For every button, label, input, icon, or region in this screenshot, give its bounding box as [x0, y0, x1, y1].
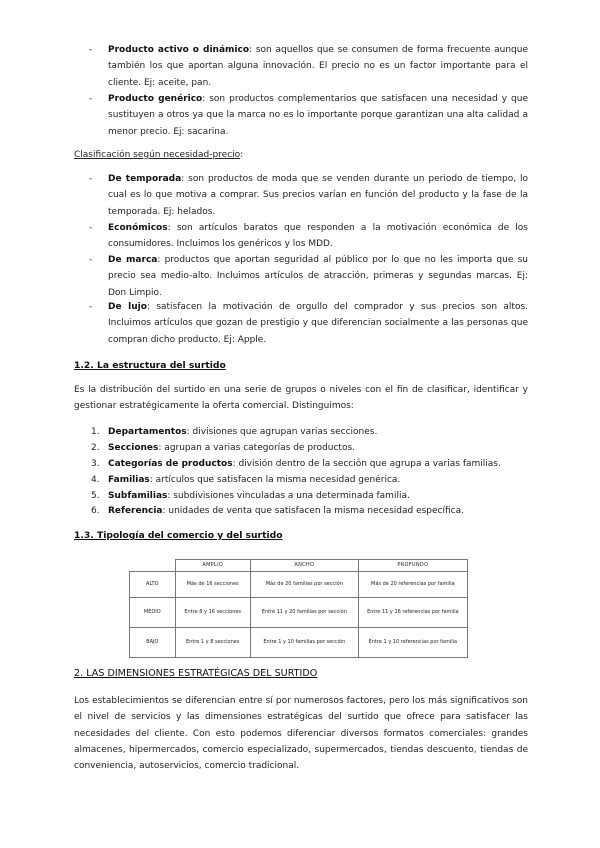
section-1-2-text: Es la distribución del surtido en una serie de grupos o niveles con el fin de clasificar, identificar y gestionar estratégicamente la oferta comercial. Distinguimos: — [74, 385, 528, 412]
assortment-table — [129, 559, 468, 658]
table-row — [130, 572, 468, 598]
table-cell: Más de 16 secciones — [175, 572, 250, 598]
list-number: 6. — [91, 506, 100, 516]
bullet-term: Producto genérico — [108, 94, 203, 104]
table-header: ANCHO — [250, 560, 358, 572]
list-text: : artículos que satisfacen la misma necesidad genérica. — [149, 475, 401, 485]
bullet-text: : productos que aportan seguridad al público por lo que no les importa que su precio sea medio-alto. Incluimos artículos de atracción, primeras y segundas marcas. Ej: Don Limpio. — [108, 255, 528, 298]
list-item — [91, 456, 528, 472]
table-cell: Entre 1 y 10 familias por sección — [250, 628, 358, 658]
table-cell: Entre 11 y 20 familias por sección — [250, 598, 358, 628]
table-corner — [130, 560, 176, 572]
section-1-3-title: 1.3. Tipología del comercio y del surtido — [74, 530, 283, 541]
list-item — [91, 503, 528, 519]
table-cell: Entre 1 y 10 referencias por familia — [358, 628, 467, 658]
list-text: : unidades de venta que satisfacen la misma necesidad específica. — [162, 506, 464, 516]
table-cell: Entre 8 y 16 secciones — [175, 598, 250, 628]
list-number: 3. — [91, 459, 100, 469]
table-cell: Más de 20 familias por sección — [250, 572, 358, 598]
bullet-term: Producto activo o dinámico — [108, 45, 250, 55]
section-1-2-title: 1.2. La estructura del surtido — [74, 360, 226, 371]
list-term: Departamentos — [108, 427, 187, 437]
bullet-item: - Económicos: son artículos baratos que responden a la motivación económica de los consumidores. Incluimos los genéricos y los MDD. — [89, 223, 528, 250]
bullet-term: Económicos — [108, 223, 168, 233]
classification-colon: : — [240, 150, 244, 160]
table-cell: Entre 1 y 8 secciones — [175, 628, 250, 658]
table-header: PROFUNDO — [358, 560, 467, 572]
list-number: 2. — [91, 443, 100, 453]
list-term: Categorías de productos — [108, 459, 233, 469]
table-cell: Entre 11 y 16 referencias por familia — [358, 598, 467, 628]
bullet-term: De marca — [108, 255, 158, 265]
list-term: Referencia — [108, 506, 163, 516]
table-header: AMPLIO — [175, 560, 250, 572]
list-item — [91, 472, 528, 488]
bullet-item: - De temporada: son productos de moda que se venden durante un periodo de tiempo, lo cual es lo que motiva a comprar. Sus precios varían en función del producto y la fase de la temporada. Ej: helados. — [89, 174, 528, 217]
bullet-item: - De lujo: satisfacen la motivación de orgullo del comprador y sus precios son altos. Incluimos artículos que gozan de prestigio y que diferencian socialmente a las personas que compran dicho producto. Ej: Apple. — [89, 302, 529, 345]
classification-title: Clasificación según necesidad-precio — [74, 150, 241, 160]
list-item — [91, 488, 528, 504]
row-label: BAJO — [130, 628, 176, 658]
list-number: 5. — [91, 491, 100, 501]
table-header-row — [130, 560, 468, 572]
row-label: ALTO — [130, 572, 176, 598]
bullet-text: : son artículos baratos que responden a la motivación económica de los consumidores. Incluimos los genéricos y los MDD. — [108, 223, 528, 250]
list-text: : agrupan a varias categorías de productos. — [158, 443, 356, 453]
list-number: 4. — [91, 475, 100, 485]
bullet-text: : son productos complementarios que satisfacen una necesidad y que sustituyen a otros ya que la marca no es lo importante porque garantizan una alta calidad a menor precio. Ej: sacarina. — [108, 94, 528, 137]
section-2-text: Los establecimientos se diferencian entre sí por numerosos factores, pero los más significativos son el nivel de servicios y las dimensiones estratégicas del surtido que ofrece para satisfacer las necesidades del cliente. Con esto podemos diferenciar diversos formatos comerciales: grandes almacenes, hipermercados, comercio especializado, supermercados, tiendas descuento, tiendas de conveniencia, autoservicios, comercio tradicional. — [74, 696, 528, 772]
list-text: : divisiones que agrupan varias secciones. — [186, 427, 378, 437]
list-text: : subdivisiones vinculadas a una determinada familia. — [167, 491, 410, 501]
list-text: : división dentro de la sección que agrupa a varias familias. — [232, 459, 501, 469]
bullet-term: De temporada — [108, 174, 182, 184]
bullet-item: - De marca: productos que aportan seguridad al público por lo que no les importa que su precio sea medio-alto. Incluimos artículos de atracción, primeras y segundas marcas. Ej: Don Limpio. — [89, 255, 528, 298]
section-2-title: 2. LAS DIMENSIONES ESTRATÉGICAS DEL SURTIDO — [74, 668, 318, 679]
bullet-item: - Producto activo o dinámico: son aquellos que se consumen de forma frecuente aunque también los que aportan alguna innovación. El precio no es un factor importante para el cliente. Ej: aceite, pan. — [89, 45, 528, 88]
bullet-term: De lujo — [108, 302, 147, 312]
classification-heading — [74, 147, 528, 163]
table-cell: Más de 20 referencias por familia — [358, 572, 467, 598]
table-row — [130, 628, 468, 658]
list-term: Secciones — [108, 443, 159, 453]
list-item — [91, 424, 528, 440]
list-item — [91, 440, 528, 456]
bullet-text: : son productos de moda que se venden durante un periodo de tiempo, lo cual es lo que motiva a comprar. Sus precios varían en función del producto y la fase de la temporada. Ej: helados. — [108, 174, 528, 217]
table-row — [130, 598, 468, 628]
row-label: MEDIO — [130, 598, 176, 628]
list-number: 1. — [91, 427, 100, 437]
list-term: Familias — [108, 475, 150, 485]
bullet-item: - Producto genérico: son productos complementarios que satisfacen una necesidad y que sustituyen a otros ya que la marca no es lo importante porque garantizan una alta calidad a menor precio. Ej: sacarina. — [89, 94, 528, 137]
bullet-text: : satisfacen la motivación de orgullo del comprador y sus precios son altos. Incluimos artículos que gozan de prestigio y que diferencian socialmente a las personas que compran dicho producto. Ej: Apple. — [108, 302, 529, 345]
bullet-text: : son aquellos que se consumen de forma frecuente aunque también los que aportan alguna innovación. El precio no es un factor importante para el cliente. Ej: aceite, pan. — [108, 45, 528, 88]
list-term: Subfamilias — [108, 491, 168, 501]
